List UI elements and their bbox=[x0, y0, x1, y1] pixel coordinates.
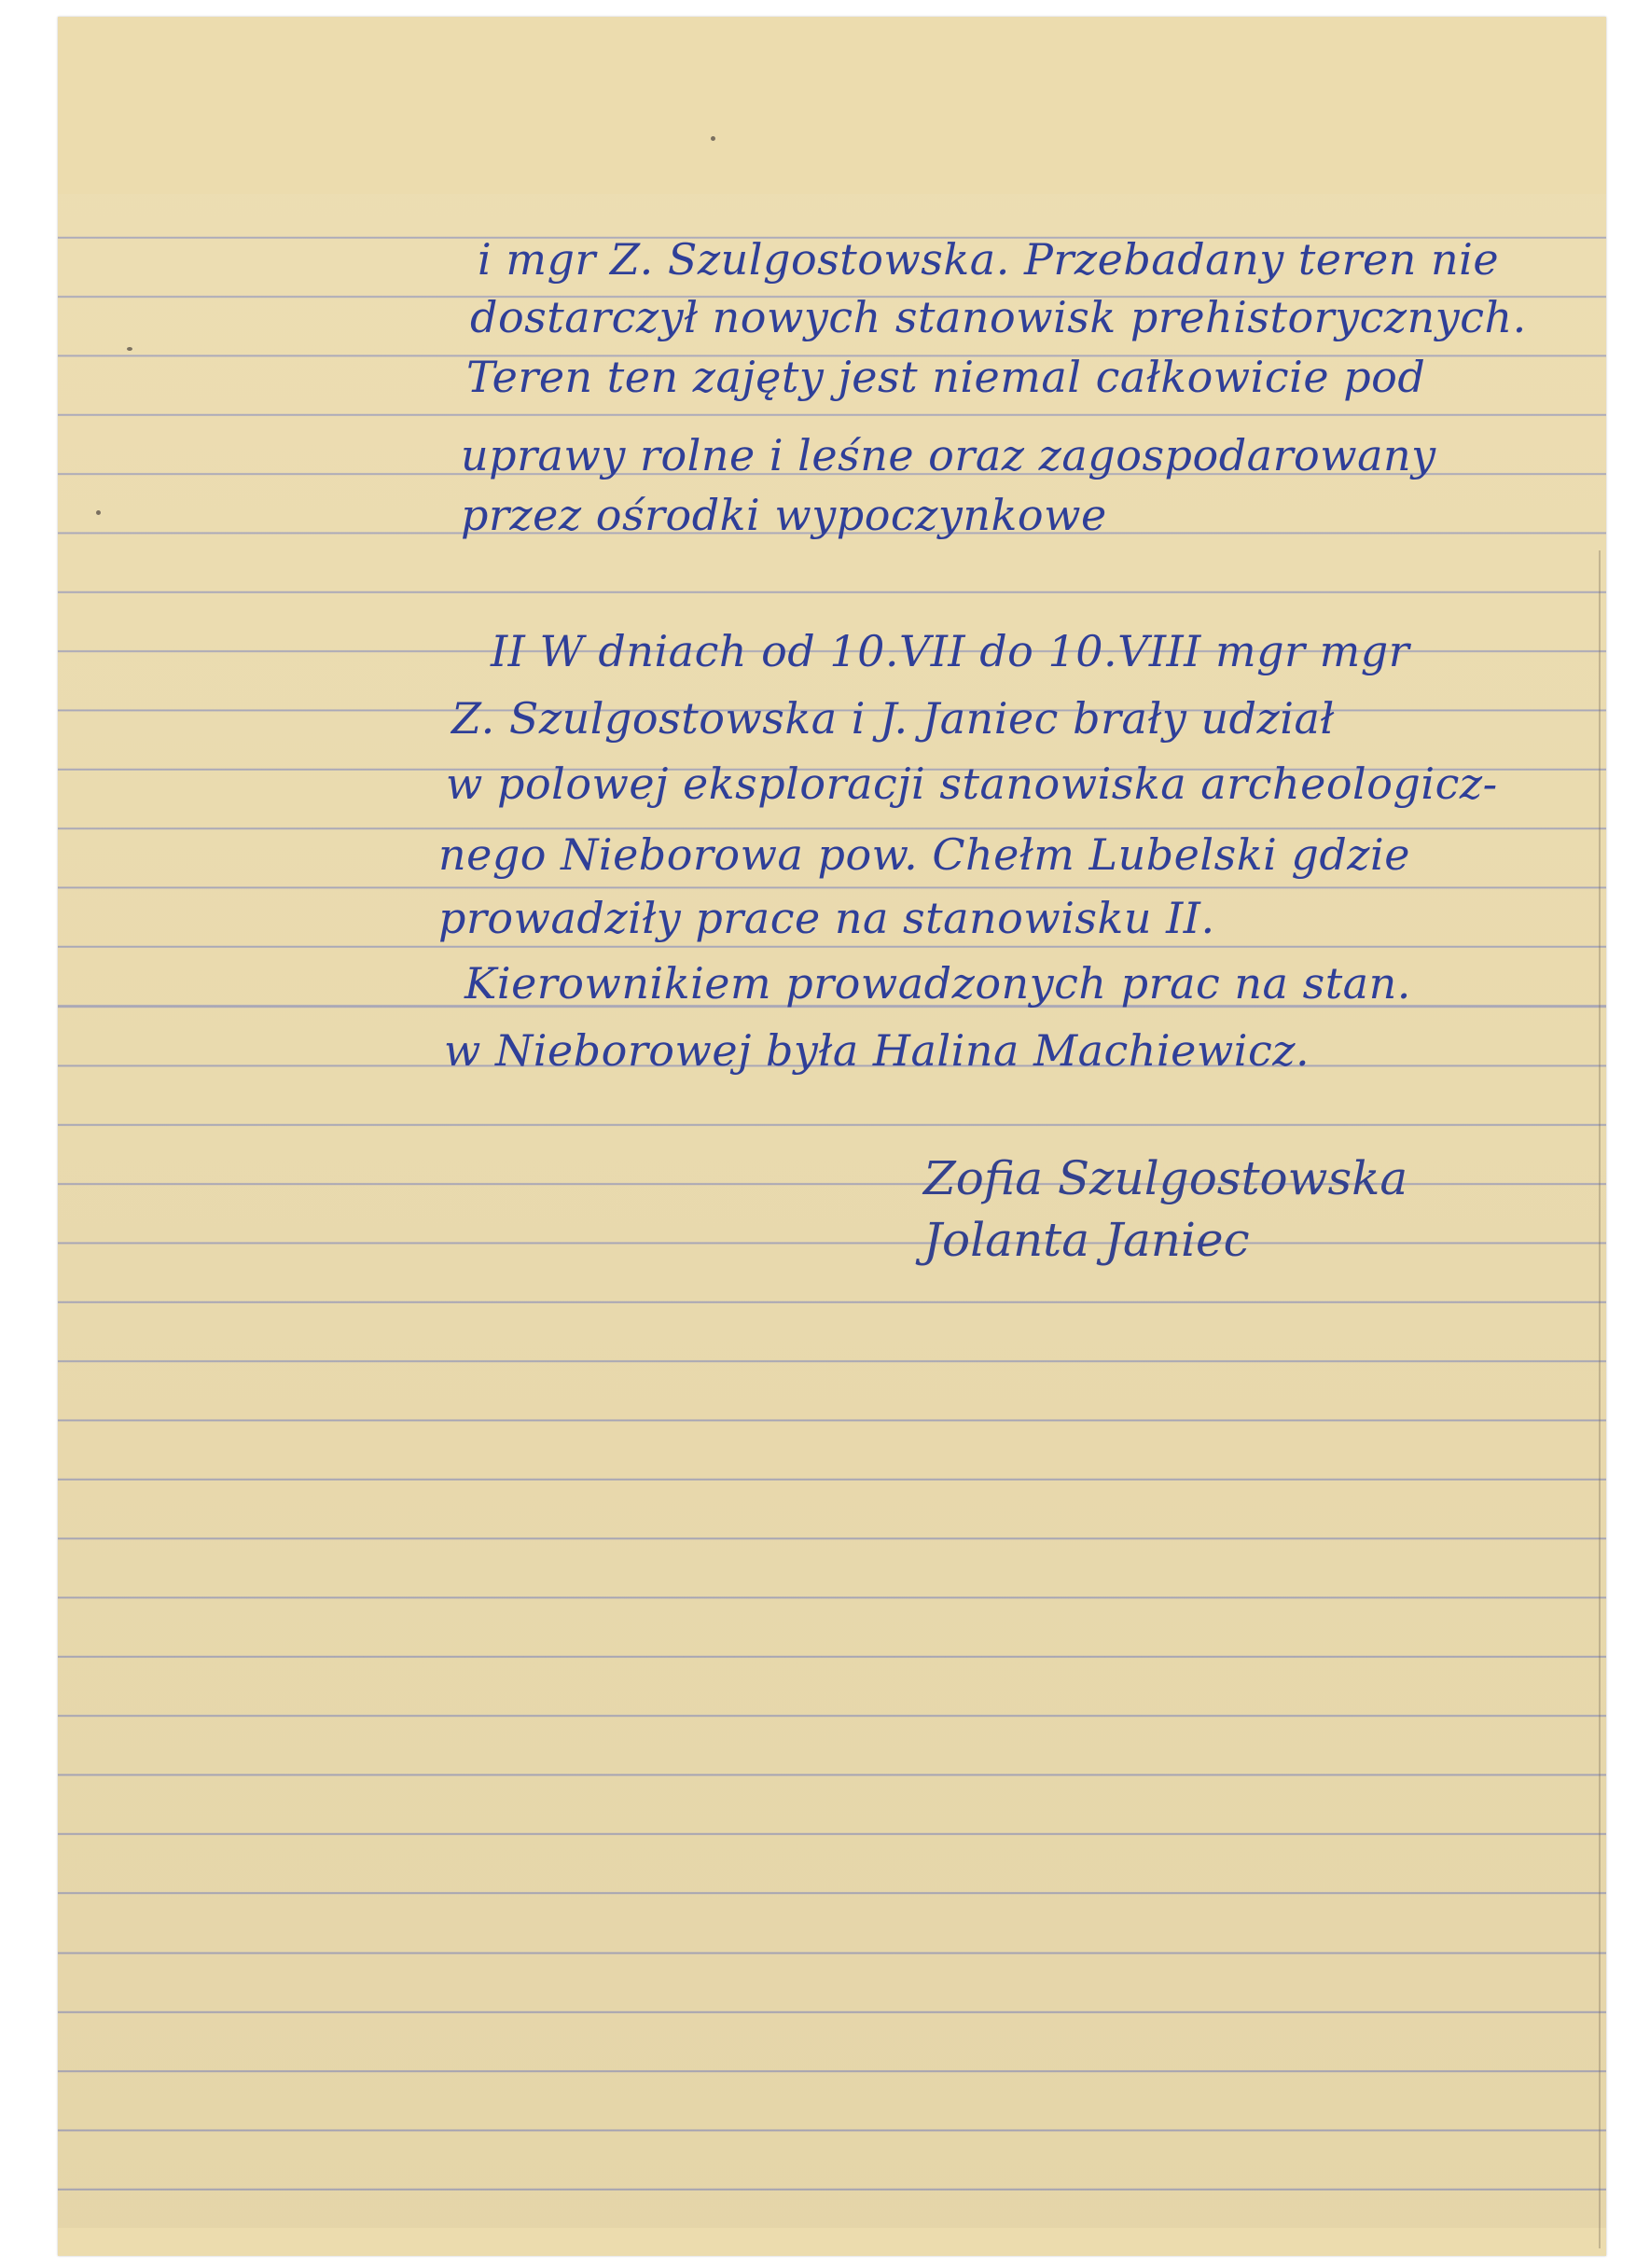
paragraph-1-line-2: dostarczył nowych stanowisk prehistorycznych. bbox=[470, 292, 1527, 342]
paragraph-2-line-1: II W dniach od 10.VII do 10.VIII mgr mgr bbox=[491, 626, 1410, 676]
signature-1: Zofia Szulgostowska bbox=[923, 1151, 1408, 1205]
paragraph-1-line-4: uprawy rolne i leśne oraz zagospodarowany bbox=[461, 430, 1436, 480]
signature-2: Jolanta Janiec bbox=[923, 1213, 1250, 1267]
paragraph-2-line-3: w polowej eksploracji stanowiska archeologicz- bbox=[446, 758, 1498, 809]
paragraph-2-line-6: Kierownikiem prowadzonych prac na stan. bbox=[464, 958, 1411, 1009]
paragraph-2-line-2: Z. Szulgostowska i J. Janiec brały udział bbox=[451, 693, 1335, 744]
paragraph-2-line-5: prowadziły prace na stanowisku II. bbox=[438, 893, 1215, 943]
paragraph-2-line-4: nego Nieborowa pow. Chełm Lubelski gdzie bbox=[438, 829, 1410, 880]
paragraph-1-line-3: Teren ten zajęty jest niemal całkowicie pod bbox=[466, 352, 1426, 402]
paragraph-2-line-7: w Nieborowej była Halina Machiewicz. bbox=[444, 1025, 1310, 1076]
paragraph-1-line-1: i mgr Z. Szulgostowska. Przebadany teren nie bbox=[478, 234, 1500, 285]
paragraph-1-line-5: przez ośrodki wypoczynkowe bbox=[461, 490, 1107, 540]
